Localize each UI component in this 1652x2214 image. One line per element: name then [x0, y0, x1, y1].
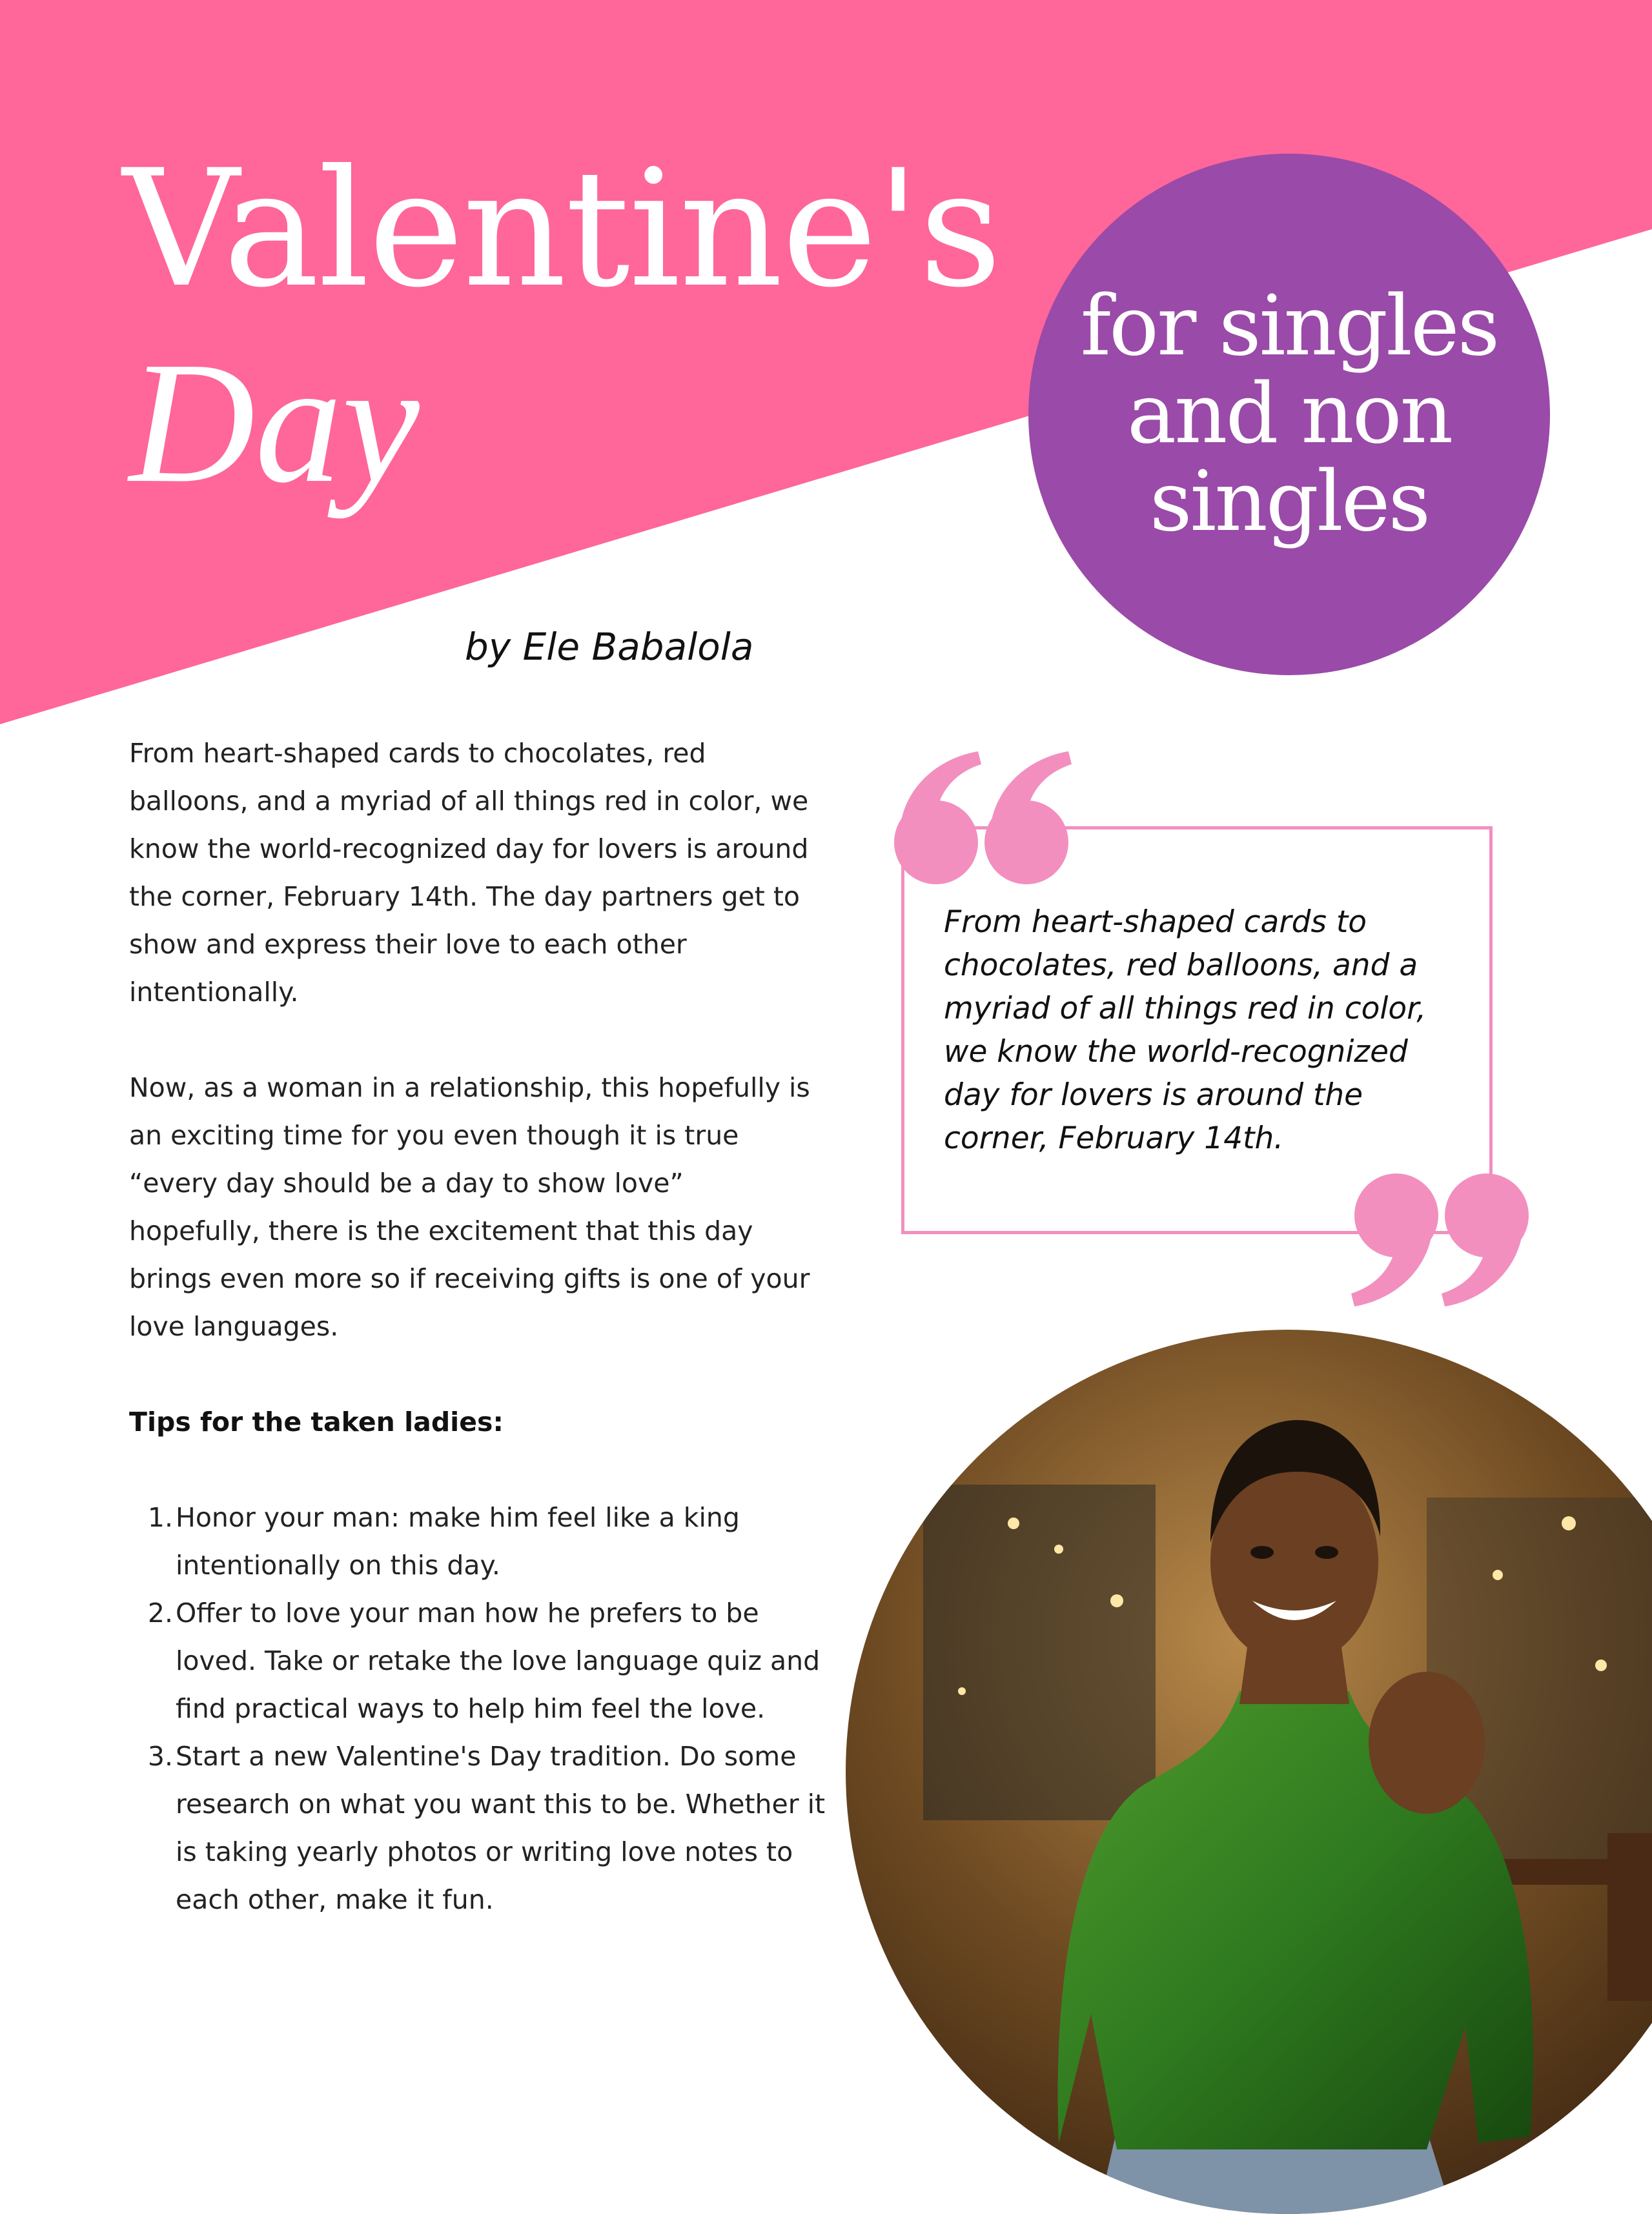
byline: by Ele Babalola: [465, 625, 754, 669]
close-quote-icon: [1341, 1167, 1535, 1315]
list-item: [129, 1589, 826, 1732]
list-item-number: 3.: [147, 1741, 173, 1772]
paragraph-intro: From heart-shaped cards to chocolates, red balloons, and a myriad of all things red in color, we know the world-recognized day for lovers is around the corner, February 14th. The day partners get to show and express their love to each other intentionally.: [129, 738, 809, 1008]
subtitle-line-1: for singles: [1080, 278, 1498, 374]
open-quote-icon: [888, 742, 1081, 891]
tips-heading: Tips for the taken ladies:: [129, 1407, 504, 1437]
subtitle-line-3: singles: [1149, 454, 1429, 550]
list-item-text: Start a new Valentine's Day tradition. Do some research on what you want this to be. Whether it is taking yearly photos or writing love notes to each other, make it fun.: [176, 1741, 826, 1915]
pullquote-text: From heart-shaped cards to chocolates, red balloons, and a myriad of all things red in color, we know the world-recognized day for lovers is around the corner, February 14th.: [944, 904, 1427, 1156]
subtitle-circle: [1028, 154, 1550, 675]
title-valentines: Valentine's: [123, 135, 1001, 323]
list-item: [129, 1494, 826, 1589]
list-item-text: Offer to love your man how he prefers to be loved. Take or retake the love language quiz and find practical ways to help him feel the love.: [176, 1598, 821, 1724]
list-item-text: Honor your man: make him feel like a king intentionally on this day.: [176, 1502, 740, 1581]
list-item: [129, 1732, 826, 1924]
list-item-number: 1.: [147, 1502, 173, 1533]
subtitle-line-2: and non: [1127, 366, 1452, 462]
list-item-number: 2.: [147, 1598, 173, 1629]
title-day: Day: [129, 326, 420, 519]
paragraph-relationship: Now, as a woman in a relationship, this hopefully is an exciting time for you even though it is true “every day should be a day to show love” hopefully, there is the excitement that this day brings even more so if receiving gifts is one of your love languages.: [129, 1072, 810, 1342]
tips-list: [129, 1494, 826, 1924]
